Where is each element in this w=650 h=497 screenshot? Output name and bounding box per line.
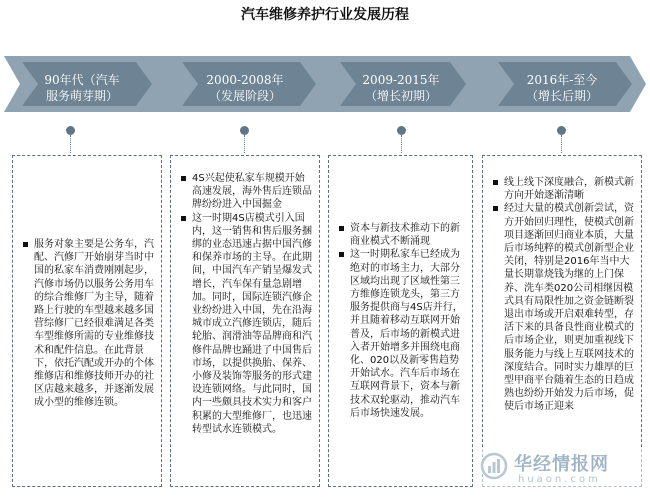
connector-dot-4 [557,126,566,135]
phase-2-line1: 2000-2008年 [206,73,284,87]
phase-1-line2: 服务萌芽期） [45,89,118,103]
phase-box-4 [482,155,642,487]
phase-2-item-1: 4S兴起使私家车规模开始高速发展，海外售后连锁品牌纷纷进入中国掘金 [179,172,313,212]
connector-line-3 [401,135,403,153]
connector-dot-1 [66,126,75,135]
watermark-text: 华经情报网 [514,454,609,475]
phase-3-item-2: 这一时期私家车已经成为绝对的市场主力，大部分区域均出现了区域性第三方维修连锁龙头，第三方服务提供商与4S店并行，并且随着移动互联网开始普及，后市场的新模式进入者开始增多并围绕电商化、020以及新零售趋势开始试水。汽车后市场在互联网背景下，资本与新技术双轮驱动，推动汽车后市场快速发展。 [337,248,466,420]
phase-1-item-1: 服务对象主要是公务车，汽配、汽修厂开始崩芽当时中国的私家车消费刚刚起步，汽修市场仍以服务公务用车的综合维修厂为主导，随着路上行驶的车型越来越多国营综修厂已经很难满足各类车型维修所需的专业维修技术和配件信息。在此背景下，依托汽配或开办的个体维修店和维修技师开办的社区店越来越多，并逐渐发展成小型的维修连锁。 [21,238,155,410]
phase-1-list [21,238,155,410]
phase-box-2 [170,155,320,487]
watermark-subtext: huaon.com [518,474,601,485]
watermark-logo-icon [480,452,508,480]
phase-label-4 [502,72,622,112]
connector-dot-2 [240,126,249,135]
watermark [478,448,646,492]
phase-1-line1: 90年代（汽车 [44,73,120,87]
phase-3-list [337,222,466,420]
connector-line-1 [70,135,72,153]
phase-box-3 [328,155,473,487]
phase-3-line2: （增长初期） [364,89,437,103]
phase-label-3 [341,72,461,112]
page-title: 汽车维修养护行业发展历程 [241,7,409,23]
phase-4-item-1: 线上线下深度融合，新模式新方向开始逐渐清晰 [491,176,635,202]
connector-line-4 [561,135,563,153]
phase-4-item-2: 经过大量的模式创新尝试，资方开始回归理性，使模式创新项目逐渐回归商业本质，大量后市场纯粹的模式创新型企业关闭，特别是2016年当中大量长期靠烧钱为继的上门保养、洗车类020公司相继因模式具有局限性加之资金链断裂退出市场或开启艰难转型，存活下来的具备良性商业模式的后市场企业，则更加重视线下服务能力与线上互联网技术的深度结合。同时实力雄厚的巨型甲商平台随着生态的日趋成熟也纷纷开始发力后市场，促使后市场正迎来 [491,202,635,413]
connector-line-2 [244,135,246,153]
phase-4-list [491,176,635,414]
phase-4-line2: （增长后期） [525,89,598,103]
phase-3-line1: 2009-2015年 [362,73,440,87]
phase-4-line1: 2016年-至今 [526,73,598,87]
phase-label-1 [22,72,142,112]
phase-3-item-1: 资本与新技术推动下的新商业模式不断涌现 [337,222,466,248]
connector-dot-3 [397,126,406,135]
phase-2-line2: （发展阶段） [208,89,281,103]
phase-box-1 [12,155,162,487]
phase-label-2 [185,72,305,112]
phase-2-list [179,172,313,436]
phase-2-item-2: 这一时期4S店模式引入国内，这一销售和售后服务捆绑的业态迅速占据中国汽修和保养市场的主导。在此期间，中国汽车产销呈爆发式增长，汽车保有量急剧增加。同时，国际连锁汽修企业纷纷进入中国，先在沿海城市成立汽修连锁店，随后轮胎、润滑油等品牌商和汽修件品牌也踊进了中国售后市场，以提供换胎、保养、小修及装饰等服务的形式建设连锁网络。与此同时，国内一些颇具技术实力和客户积累的大型维修厂，也迅速转型试水连锁模式。 [179,212,313,436]
